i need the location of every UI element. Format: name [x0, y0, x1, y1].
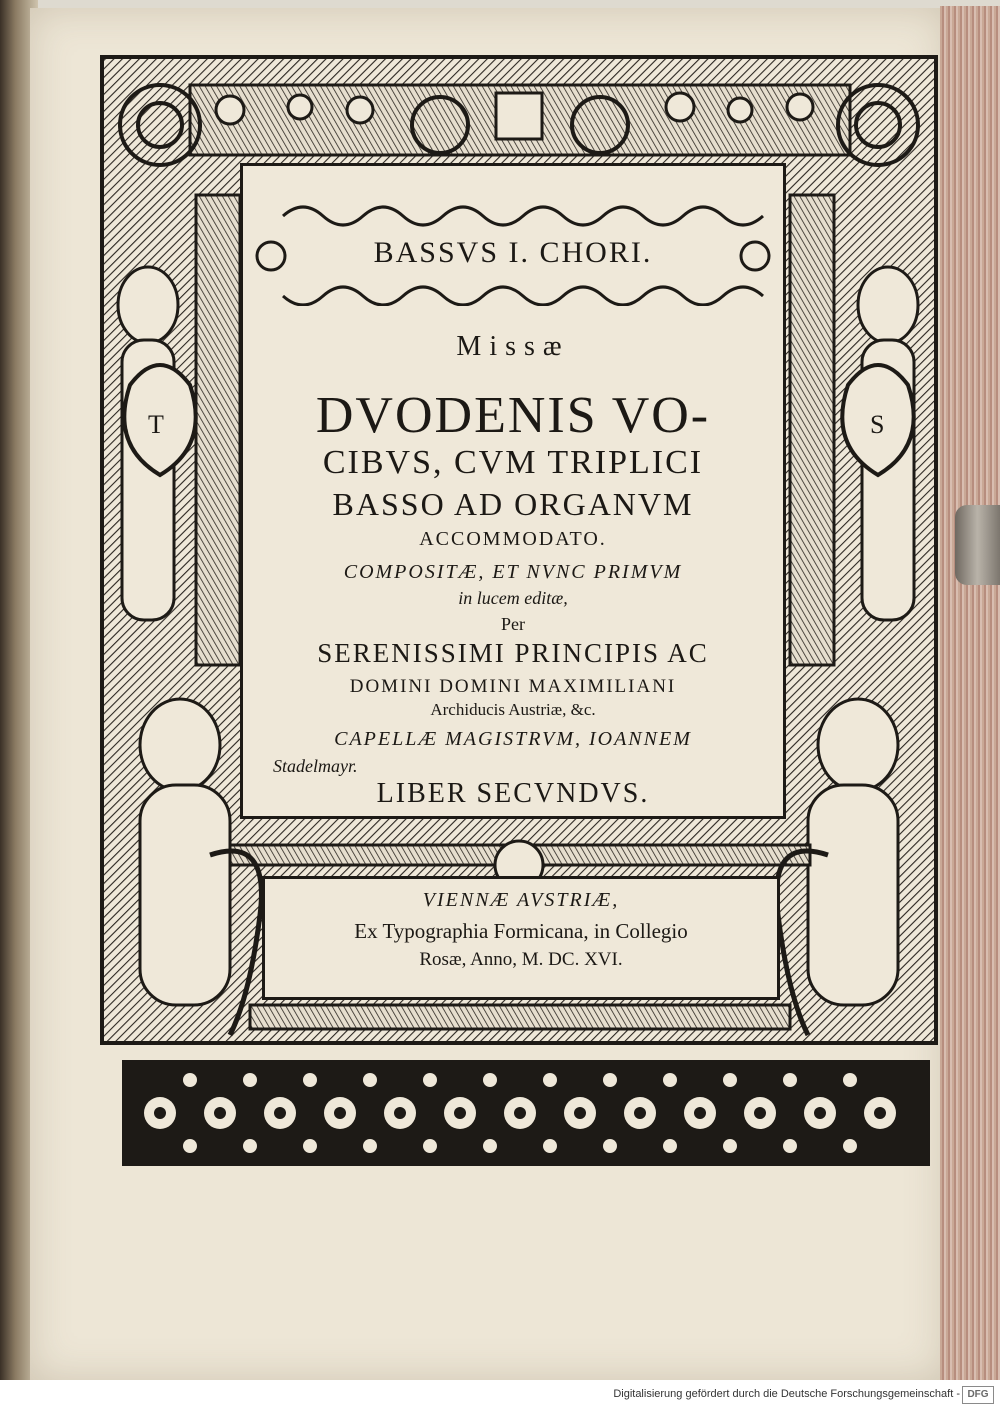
imprint-panel [262, 876, 780, 1000]
title-line-3: BASSO AD ORGANVM [332, 486, 694, 522]
book-number: LIBER SECVNDVS. [376, 778, 650, 809]
capellae: CAPELLÆ MAGISTRVM, IOANNEM [334, 728, 692, 750]
dedication-line-2: DOMINI DOMINI MAXIMILIANI [349, 676, 677, 697]
imprint-printer: Ex Typographia Formicana, in Collegio [354, 919, 688, 943]
part-name: BASSVS I. CHORI. [373, 236, 653, 269]
dfg-logo: DFG [962, 1386, 994, 1404]
imprint-year: Rosæ, Anno, M. DC. XVI. [419, 949, 623, 970]
frame-letter-left: T [148, 410, 164, 439]
title-panel [240, 163, 786, 819]
title-line-2: CIBVS, CVM TRIPLICI [322, 444, 704, 481]
accommodato: ACCOMMODATO. [419, 528, 607, 550]
imprint-city: VIENNÆ AVSTRIÆ, [422, 889, 620, 911]
archiducis: Archiducis Austriæ, &c. [430, 700, 596, 719]
dedication-line-1: SERENISSIMI PRINCIPIS AC [317, 638, 709, 668]
page-clip [955, 505, 1000, 585]
in-lucem: in lucem editæ, [458, 588, 568, 608]
page-stack-edge [940, 6, 1000, 1380]
ornament-band [120, 1058, 932, 1168]
footer-bar [0, 1380, 1000, 1408]
author: Stadelmayr. [273, 756, 358, 776]
title-line-1: DVODENIS VO- [315, 387, 711, 444]
composed-line: COMPOSITÆ, ET NVNC PRIMVM [343, 561, 683, 583]
frame-letter-right: S [870, 410, 885, 439]
per: Per [501, 614, 525, 634]
footer-credit: Digitalisierung gefördert durch die Deutsche Forschungsgemeinschaft - [613, 1388, 960, 1400]
heading-missae: Missæ [456, 331, 570, 362]
